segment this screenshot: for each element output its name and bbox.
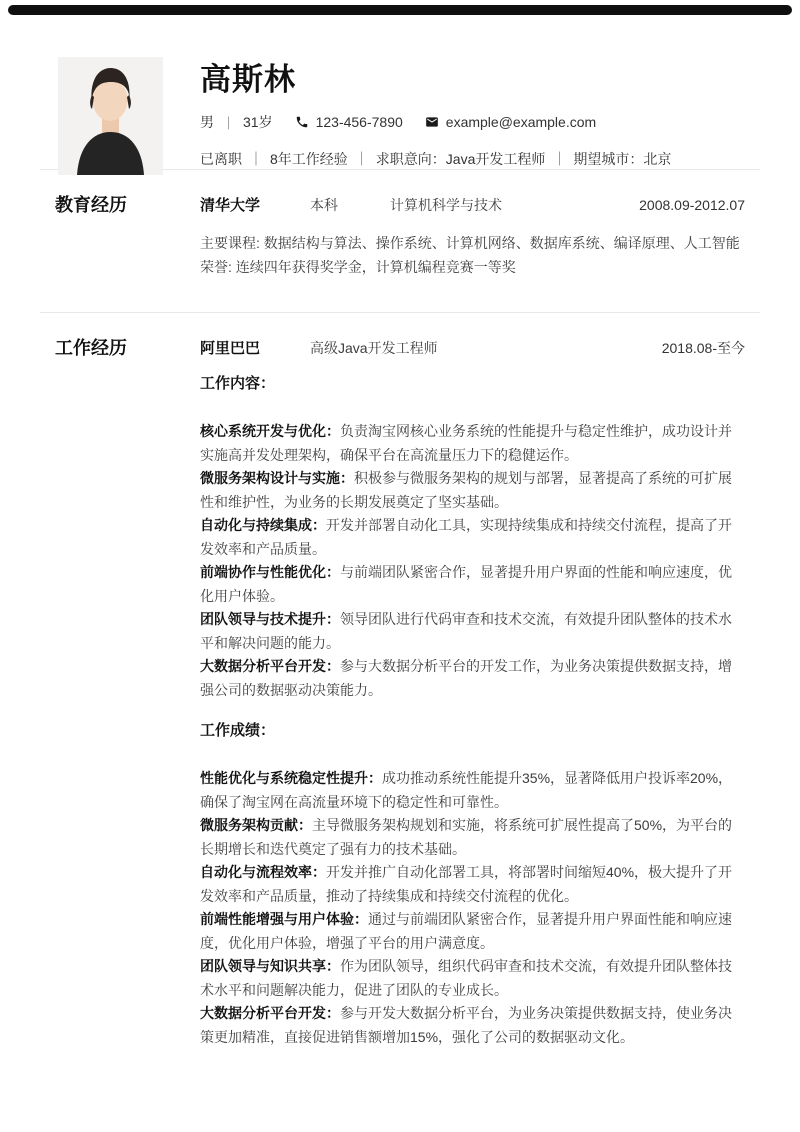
work-section-title: 工作经历 — [55, 338, 127, 359]
work-content-item-text: 开发并部署自动化工具，实现持续集成和持续交付流程，提高了开发效率和产品质量。 — [200, 517, 732, 557]
education-body — [200, 194, 760, 312]
education-section-title: 教育经历 — [55, 195, 127, 216]
portrait-illustration — [58, 57, 163, 175]
status-item: 求职意向：Java开发工程师 — [375, 151, 546, 168]
work-content-item-label: 核心系统开发与优化： — [200, 423, 340, 440]
work-achievement-item-label: 前端性能增强与用户体验： — [200, 911, 368, 928]
work-content-heading: 工作内容： — [200, 375, 276, 393]
separator: ｜ — [552, 151, 567, 168]
degree-label: 本科 — [310, 197, 338, 214]
company-name: 阿里巴巴 — [200, 340, 261, 358]
email-icon — [425, 115, 439, 129]
work-achievement-item-label: 大数据分析平台开发： — [200, 1005, 340, 1022]
work-period: 2018.08-至今 — [661, 340, 745, 357]
work-achievement-item-text: 成功推动系统性能提升35%，显著降低用户投诉率20%，确保了淘宝网在高流量环境下的稳定性和可靠性。 — [200, 770, 733, 810]
work-content-item-text: 积极参与微服务架构的规划与部署，显著提高了系统的可扩展性和维护性，为业务的长期发展奠定了坚实基础。 — [200, 470, 732, 510]
work-achievement-item-label: 自动化与流程效率： — [200, 864, 326, 881]
separator: ｜ — [222, 115, 236, 131]
resume-header — [40, 0, 760, 169]
work-achievement-item — [200, 814, 745, 861]
education-details — [200, 232, 745, 312]
education-detail-line: 荣誉: 连续四年获得奖学金，计算机编程竞赛一等奖 — [200, 258, 516, 275]
school-name: 清华大学 — [200, 197, 261, 215]
work-achievement-item — [200, 955, 745, 1002]
work-content-item-label: 前端协作与性能优化： — [200, 564, 340, 581]
work-content-item — [200, 514, 745, 561]
work-content-list — [200, 420, 745, 702]
separator: ｜ — [249, 151, 263, 168]
work-section — [40, 313, 760, 1049]
work-achievement-item-text: 参与开发大数据分析平台，为业务决策提供数据支持，使业务决策更加精准，直接促进销售额增加15%，强化了公司的数据驱动文化。 — [200, 1005, 732, 1045]
candidate-name: 高斯林 — [200, 62, 296, 97]
profile-photo — [58, 57, 163, 175]
education-section — [40, 170, 760, 312]
work-achievement-heading: 工作成绩： — [200, 722, 276, 740]
status-item: 期望城市：北京 — [573, 151, 672, 168]
education-period: 2008.09-2012.07 — [639, 197, 745, 214]
work-content-item — [200, 467, 745, 514]
status-item: 8年工作经验 — [270, 151, 348, 168]
work-content-item-text: 领导团队进行代码审查和技术交流，有效提升团队整体的技术水平和解决问题的能力。 — [200, 611, 732, 651]
work-achievement-item-label: 性能优化与系统稳定性提升： — [200, 770, 382, 787]
work-content-item-text: 负责淘宝网核心业务系统的性能提升与稳定性维护，成功设计并实施高并发处理架构，确保平台在高流量压力下的稳健运作。 — [200, 423, 732, 463]
work-achievement-item — [200, 908, 745, 955]
phone-icon — [295, 115, 309, 129]
work-achievement-item — [200, 861, 745, 908]
work-content-item — [200, 655, 745, 702]
work-achievement-list — [200, 767, 745, 1049]
age-label: 31岁 — [243, 114, 273, 131]
major-label: 计算机科学与技术 — [390, 197, 502, 214]
work-content-item — [200, 561, 745, 608]
work-achievement-item-label: 微服务架构贡献： — [200, 817, 312, 834]
job-title: 高级Java开发工程师 — [310, 340, 438, 357]
work-achievement-item-text: 主导微服务架构规划和实施，将系统可扩展性提高了50%，为平台的长期增长和迭代奠定了强有力的技术基础。 — [200, 817, 733, 857]
work-content-item-label: 大数据分析平台开发： — [200, 658, 340, 675]
contact-row — [200, 112, 760, 132]
work-achievement-item — [200, 1002, 745, 1049]
work-content-item — [200, 608, 745, 655]
work-content-item-label: 微服务架构设计与实施： — [200, 470, 354, 487]
education-entry-row — [200, 194, 745, 215]
work-content-item-label: 自动化与持续集成： — [200, 517, 326, 534]
gender-label: 男 — [200, 114, 214, 131]
education-detail-line: 主要课程: 数据结构与算法、操作系统、计算机网络、数据库系统、编译原理、人工智能 — [200, 235, 740, 252]
work-content-item-label: 团队领导与技术提升： — [200, 611, 340, 628]
header-info — [200, 60, 760, 169]
work-achievement-item-label: 团队领导与知识共享： — [200, 958, 340, 975]
work-content-item-text: 参与大数据分析平台的开发工作，为业务决策提供数据支持，增强公司的数据驱动决策能力。 — [200, 658, 732, 698]
work-entry-row — [200, 337, 745, 358]
status-row — [200, 149, 760, 169]
phone-number: 123-456-7890 — [315, 114, 403, 131]
work-achievement-item-text: 作为团队领导，组织代码审查和技术交流，有效提升团队整体技术水平和问题解决能力，促进了团队的专业成长。 — [200, 958, 732, 998]
work-achievement-item-text: 开发并推广自动化部署工具，将部署时间缩短40%，极大提升了开发效率和产品质量，推动了持续集成和持续交付流程的优化。 — [200, 864, 733, 904]
email-address: example@example.com — [445, 114, 597, 131]
status-item: 已离职 — [200, 151, 242, 168]
work-content-item-text: 与前端团队紧密合作，显著提升用户界面的性能和响应速度，优化用户体验。 — [200, 564, 732, 604]
work-content-item — [200, 420, 745, 467]
work-body — [200, 337, 760, 1049]
separator: ｜ — [354, 151, 369, 168]
work-achievement-item — [200, 767, 745, 814]
work-achievement-item-text: 通过与前端团队紧密合作，显著提升用户界面性能和响应速度，优化用户体验，增强了平台的用户满意度。 — [200, 911, 732, 951]
